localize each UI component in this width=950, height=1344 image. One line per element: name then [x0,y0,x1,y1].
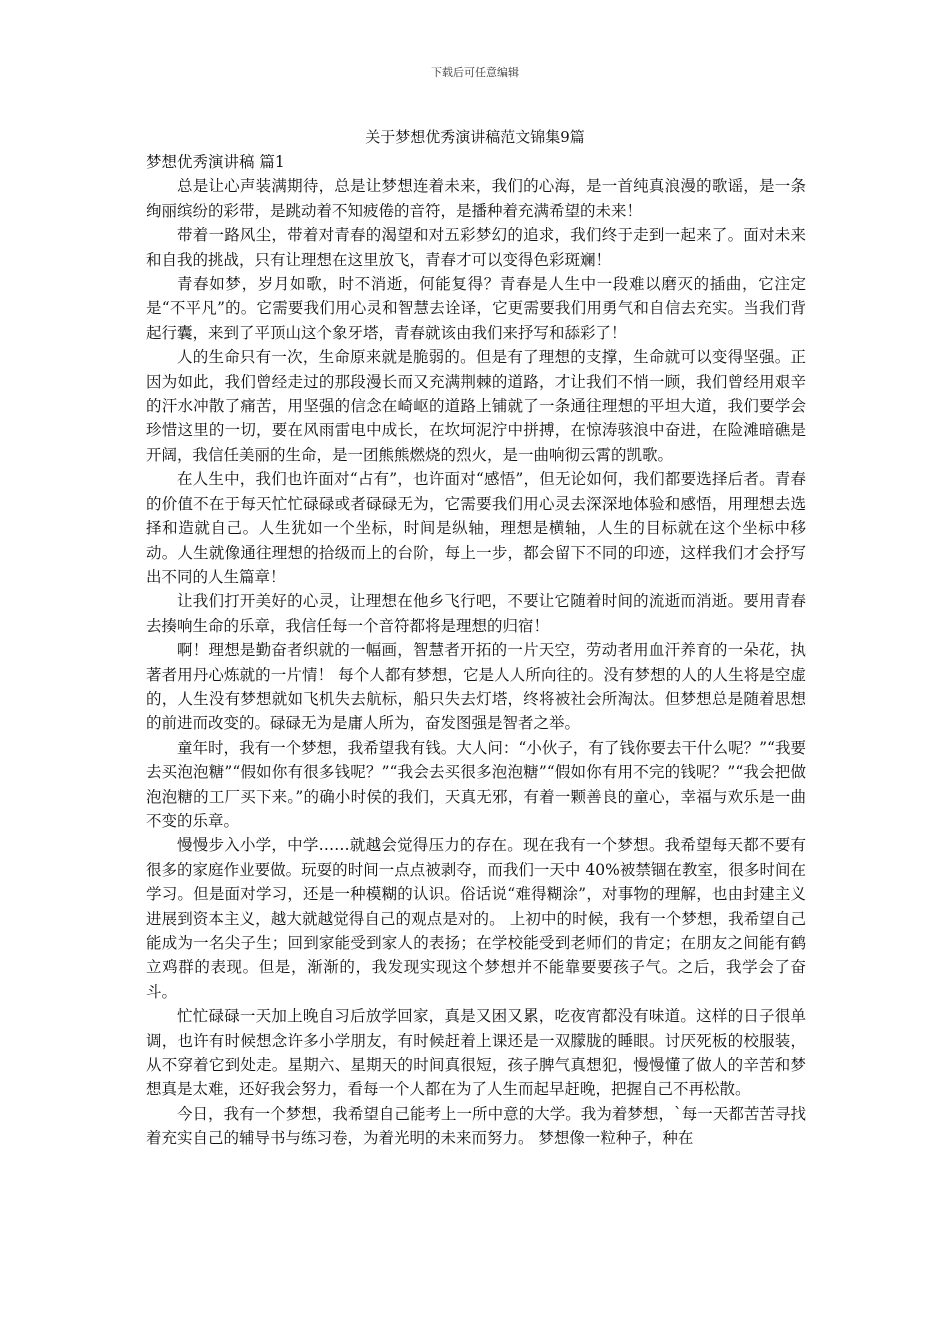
paragraph: 总是让心声装满期待，总是让梦想连着未来，我们的心海，是一首纯真浪漫的歌谣，是一条绚丽缤纷的彩带，是跳动着不知疲倦的音符，是播种着充满希望的未来！ [146,177,806,220]
paragraph: 带着一路风尘，带着对青春的渴望和对五彩梦幻的追求，我们终于走到一起来了。面对未来和自我的挑战，只有让理想在这里放飞，青春才可以变得色彩斑斓！ [146,226,806,269]
paragraph: 慢慢步入小学，中学……就越会觉得压力的存在。现在我有一个梦想。我希望每天都不要有很多的家庭作业要做。玩耍的时间一点点被剥夺，而我们一天中 40%被禁锢在教室，很多时间在学习。但是面对学习，还是一种模糊的认识。俗话说“难得糊涂”，对事物的理解，也由封建主义进展到资本主义，越大就越觉得自己的观点是对的。 上初中的时候，我有一个梦想，我希望自己能成为一名尖子生；回到家能受到家人的表扬；在学校能受到老师们的肯定；在朋友之间能有鹤立鸡群的表现。但是，渐渐的，我发现实现这个梦想并不能靠要要孩子气。之后，我学会了奋斗。 [146,836,806,1001]
document-title: 关于梦想优秀演讲稿范文锦集9篇 [365,128,585,146]
paragraph: 童年时，我有一个梦想，我希望我有钱。大人问：“小伙子，有了钱你要去干什么呢？”“我要去买泡泡糖”“假如你有很多钱呢？”“我会去买很多泡泡糖”“假如你有用不完的钱呢？”“我会把做泡泡糖的工厂买下来。”的确小时侯的我们，天真无邪，有着一颗善良的童心，幸福与欢乐是一曲不变的乐章。 [146,738,806,830]
paragraph: 在人生中，我们也许面对“占有”，也许面对“感悟”，但无论如何，我们都要选择后者。青春的价值不在于每天忙忙碌碌或者碌碌无为，它需要我们用心灵去深深地体验和感悟，用理想去选择和造就自己。人生犹如一个坐标，时间是纵轴，理想是横轴，人生的目标就在这个坐标中移动。人生就像通往理想的拾级而上的台阶，每上一步，都会留下不同的印迹，这样我们才会抒写出不同的人生篇章！ [146,470,806,586]
paragraph: 让我们打开美好的心灵，让理想在他乡飞行吧，不要让它随着时间的流逝而消逝。要用青春去揍响生命的乐章，我信任每一个音符都将是理想的归宿！ [146,592,806,635]
paragraph: 忙忙碌碌一天加上晚自习后放学回家，真是又困又累，吃夜宵都没有味道。这样的日子很单调，也许有时候想念许多小学朋友，有时候赶着上课还是一双朦胧的睡眼。讨厌死板的校服装，从不穿着它到处走。星期六、星期天的时间真很短，孩子脾气真想犯，慢慢懂了做人的辛苦和梦想真是太难，还好我会努力，看每一个人都在为了人生而起早赶晚，把握自己不再松散。 [146,1007,806,1099]
document-body [146,150,806,1151]
paragraph: 今日，我有一个梦想，我希望自己能考上一所中意的大学。我为着梦想，`每一天都苦苦寻找着充实自己的辅导书与练习卷，为着光明的未来而努力。 梦想像一粒种子，种在 [146,1104,806,1148]
paragraph: 啊！理想是勤奋者织就的一幅画，智慧者开拓的一片天空，劳动者用血汗养育的一朵花，执著者用丹心炼就的一片情！ 每个人都有梦想，它是人人所向往的。没有梦想的人的人生将是空虚的，人生没有梦想就如飞机失去航标，船只失去灯塔，终将被社会所淘汰。但梦想总是随着思想的前进而改变的。碌碌无为是庸人所为，奋发图强是智者之举。 [146,641,806,733]
section-heading: 梦想优秀演讲稿 篇1 [146,153,285,171]
header-note: 下载后可任意编辑 [431,66,519,79]
paragraph: 人的生命只有一次，生命原来就是脆弱的。但是有了理想的支撑，生命就可以变得坚强。正因为如此，我们曾经走过的那段漫长而又充满荆棘的道路，才让我们不悄一顾，我们曾经用艰辛的汗水冲散了痛苦，用坚强的信念在崎岖的道路上铺就了一条通往理想的平坦大道，我们要学会珍惜这里的一切，要在风雨雷电中成长，在坎坷泥泞中拼搏，在惊涛骇浪中奋进，在险滩暗礁是开阔，我信任美丽的生命，是一团熊熊燃烧的烈火，是一曲响彻云霄的凯歌。 [146,348,806,464]
paragraph: 青春如梦，岁月如歌，时不消逝，何能复得？青春是人生中一段难以磨灭的插曲，它注定是“不平凡”的。它需要我们用心灵和智慧去诠译，它更需要我们用勇气和自信去充实。当我们背起行囊，来到了平顶山这个象牙塔，青春就该由我们来抒写和舔彩了！ [146,275,806,342]
